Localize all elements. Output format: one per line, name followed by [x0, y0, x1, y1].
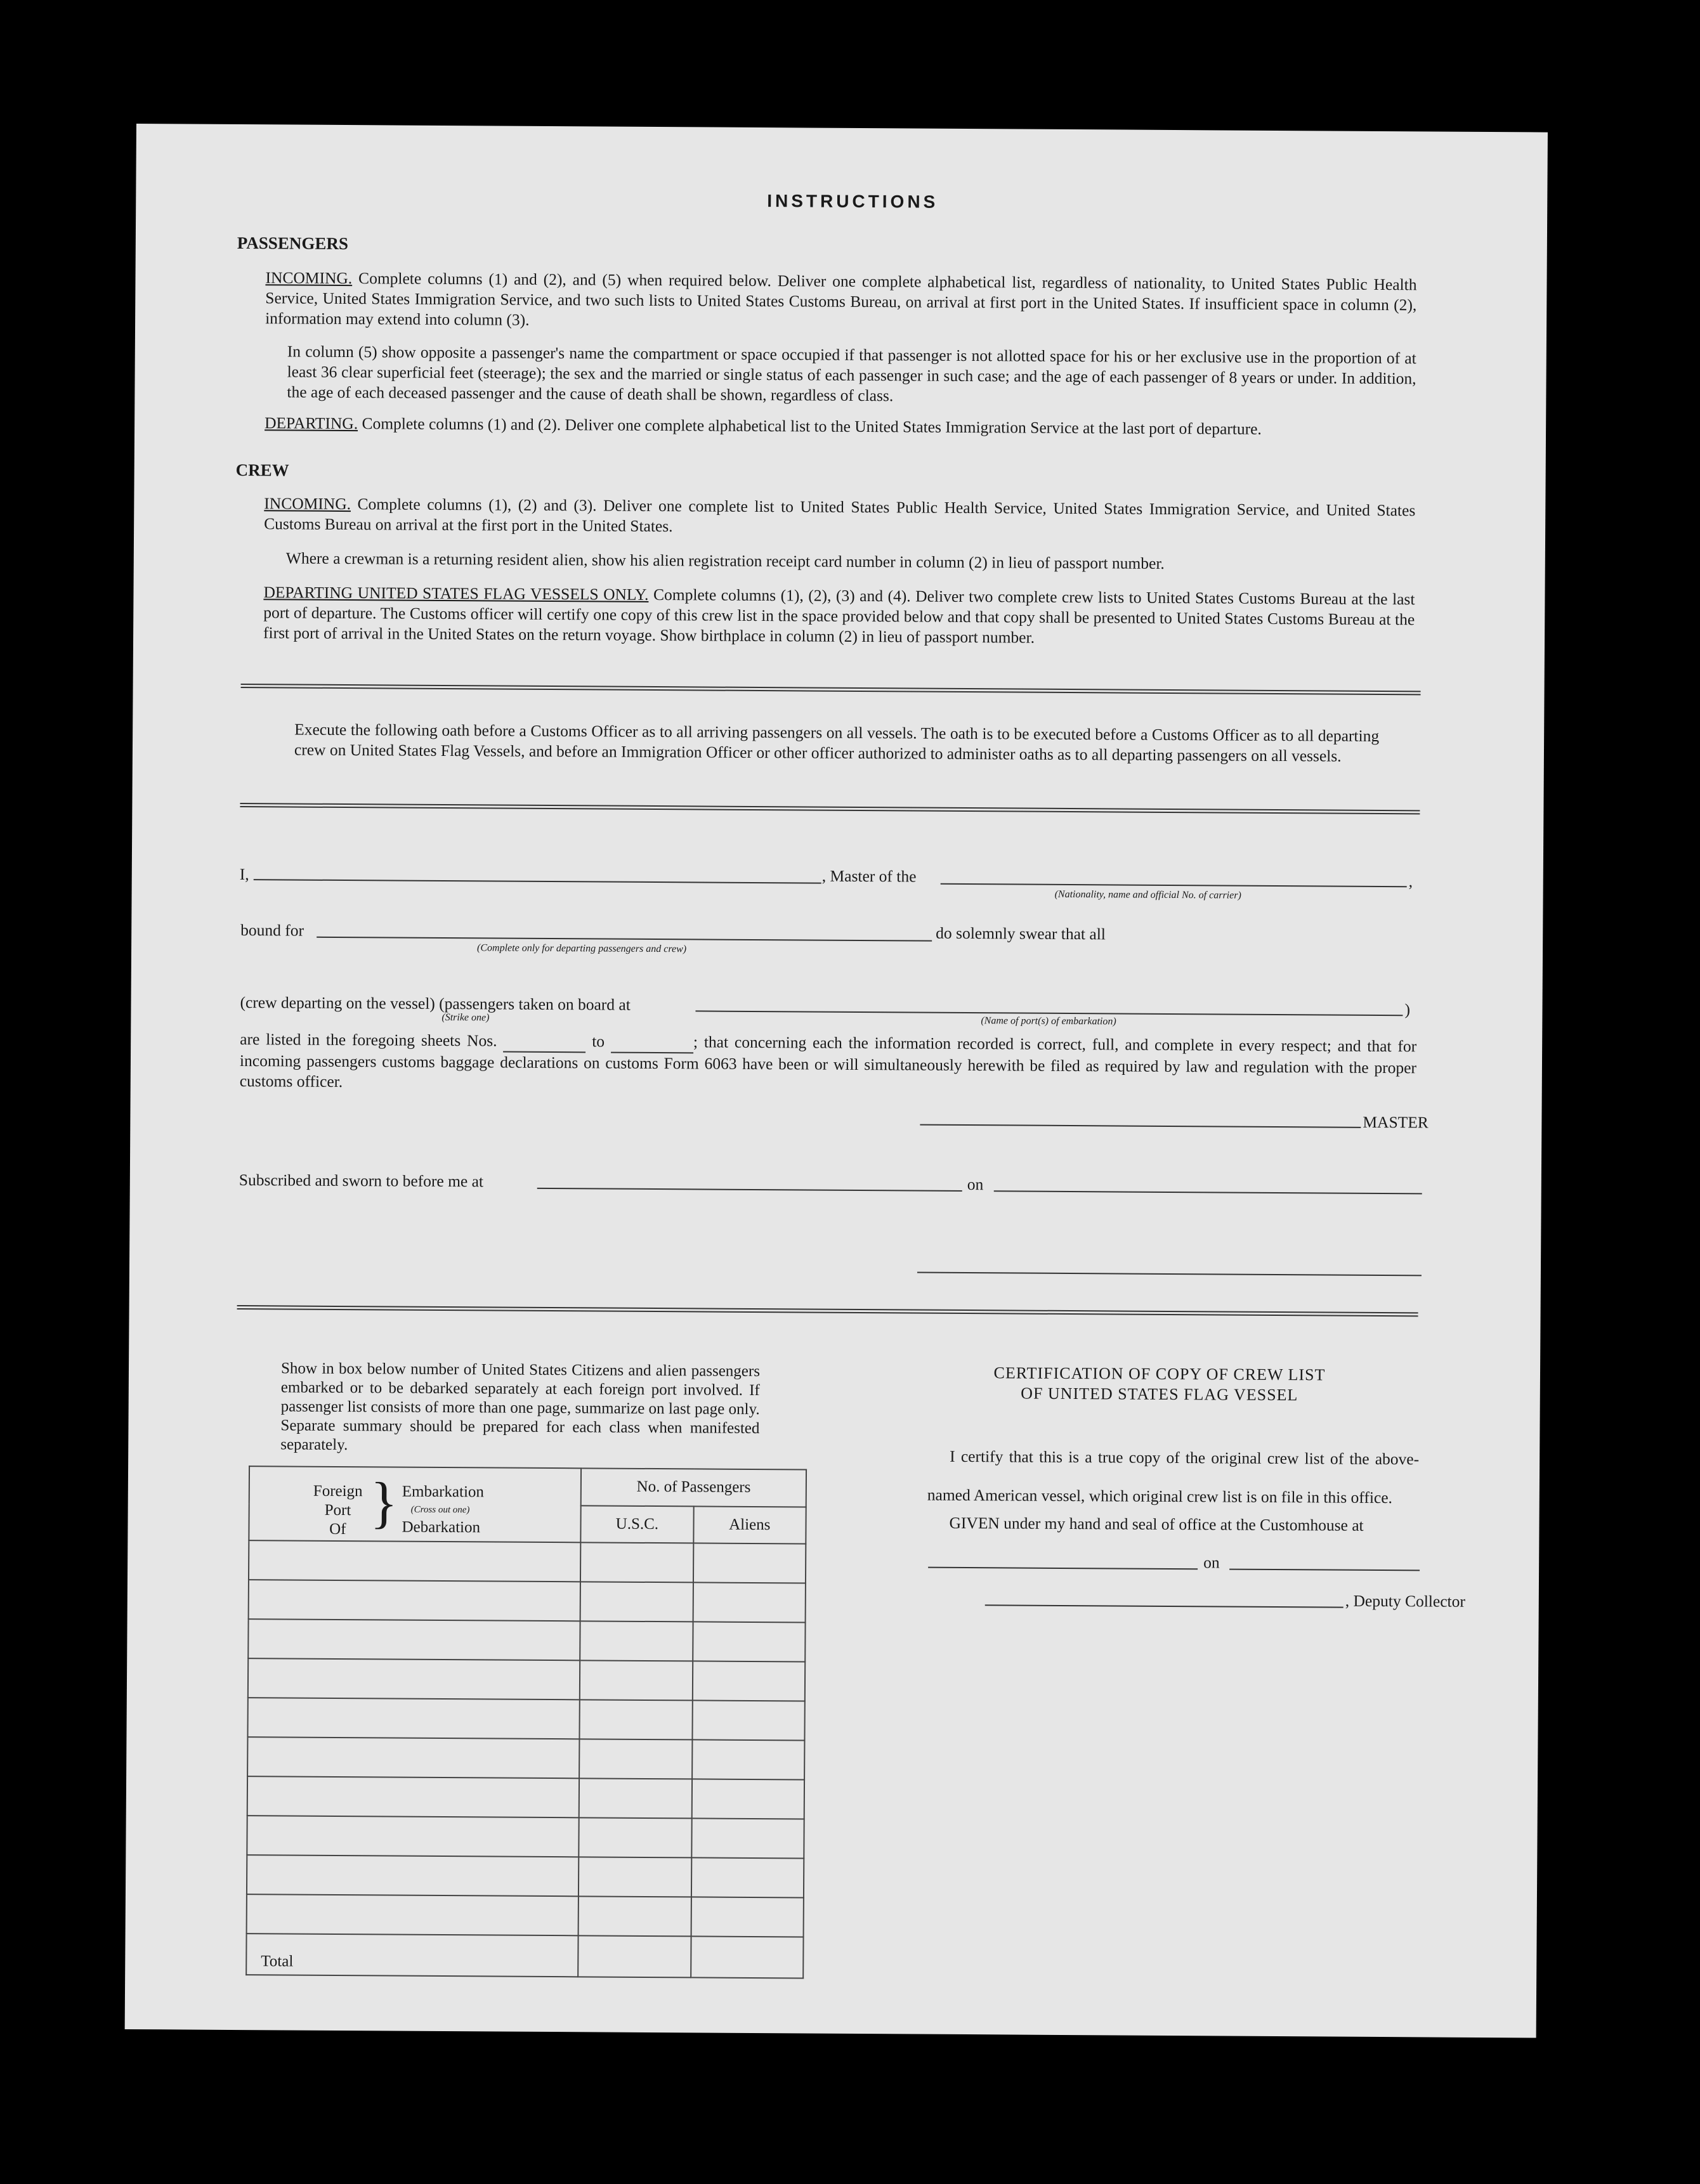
deputy-collector-label: , Deputy Collector — [1345, 1591, 1465, 1611]
crew-resident-paragraph: Where a crewman is a returning resident alien, show his alien registration receipt card number in column (2) in lieu of passport number. — [285, 549, 1165, 573]
page-title: INSTRUCTIONS — [767, 191, 939, 212]
strike-label: (crew departing on the vessel) (passengers taken on board at — [240, 993, 631, 1014]
embark-debark-labels — [402, 1482, 484, 1537]
total-aliens-cell[interactable] — [691, 1937, 804, 1979]
sworn-on-label: on — [967, 1175, 984, 1194]
port-summary-table — [245, 1466, 807, 1979]
certification-heading-line1: CERTIFICATION OF COPY OF CREW LIST — [993, 1363, 1326, 1384]
oath-i-label: I, — [239, 865, 249, 884]
table-row — [247, 1855, 804, 1897]
aliens-cell[interactable] — [691, 1858, 804, 1898]
usc-cell[interactable] — [580, 1700, 693, 1739]
crew-departing-paragraph — [263, 582, 1415, 650]
swear-label: do solemnly swear that all — [936, 923, 1106, 944]
section-divider — [241, 684, 1421, 695]
usc-cell[interactable] — [580, 1660, 693, 1700]
aliens-cell[interactable] — [692, 1740, 805, 1780]
sheets-rest-text: ; that concerning each the information recorded is correct, full, and complete in every respect; and that for incoming passengers customs baggage declarations on customs Form 6063 have been or will simultaneously herewith be filed as required by law and regulation with the proper customs officer. — [239, 1032, 1417, 1091]
section-divider — [240, 803, 1420, 814]
usc-cell[interactable] — [579, 1818, 692, 1858]
table-row — [248, 1619, 805, 1661]
port-cell[interactable] — [247, 1698, 580, 1739]
summary-rows — [247, 1540, 806, 1937]
sheets-label: are listed in the foregoing sheets Nos. — [240, 1030, 497, 1050]
embarkation-option[interactable]: Embarkation — [402, 1483, 485, 1500]
foreign-port-label — [313, 1481, 362, 1538]
debarkation-option[interactable]: Debarkation — [402, 1518, 481, 1536]
aliens-cell[interactable] — [693, 1622, 806, 1661]
certify-paragraph: I certify that this is a true copy of the original crew list of the above-named American vessel, which original crew list is on file in this office. — [927, 1446, 1420, 1507]
cert-on-label: on — [1203, 1553, 1220, 1572]
oath-instructions: Execute the following oath before a Customs Officer as to all arriving passengers on all vessels. The oath is to be executed before a Customs Officer as to all departing crew on United States Flag Vessels, and before an Immigration Officer or other officer authorized to administer oaths as to all departing passengers on all vessels. — [294, 720, 1380, 765]
passengers-incoming-paragraph — [265, 268, 1417, 335]
master-label: MASTER — [1363, 1112, 1429, 1132]
carrier-caption: (Nationality, name and official No. of carrier) — [1054, 888, 1241, 901]
table-row — [249, 1580, 806, 1622]
subscribed-label: Subscribed and sworn to before me at — [239, 1171, 484, 1191]
port-cell[interactable] — [248, 1658, 580, 1700]
certification-heading-line2: OF UNITED STATES FLAG VESSEL — [1021, 1384, 1298, 1405]
master-of-label: , Master of the — [821, 866, 917, 886]
passengers-heading: PASSENGERS — [237, 233, 349, 254]
aliens-cell[interactable] — [692, 1701, 805, 1741]
foreign-port-line: Port — [324, 1501, 351, 1519]
passengers-incoming-text: Complete columns (1) and (2), and (5) when required below. Deliver one complete alphabetical list, regardless of nationality, to United States Public Health Service, United States Immigration Service, and two such lists to United States Customs Bureau, on arrival at first port in the United States. If insufficient space in column (2), information may extend into column (3). — [265, 269, 1417, 329]
certification-heading — [944, 1363, 1375, 1406]
aliens-cell[interactable] — [692, 1661, 805, 1701]
table-row — [249, 1540, 806, 1583]
port-cell[interactable] — [247, 1816, 579, 1857]
passengers-departing-label: DEPARTING. — [265, 413, 358, 433]
total-usc-cell[interactable] — [578, 1936, 691, 1978]
table-row — [247, 1737, 804, 1779]
aliens-cell[interactable] — [691, 1819, 804, 1859]
sheets-from-field[interactable] — [503, 1031, 585, 1053]
usc-cell[interactable] — [580, 1621, 693, 1661]
port-cell[interactable] — [249, 1580, 581, 1621]
aliens-cell[interactable] — [691, 1897, 804, 1937]
aliens-header: Aliens — [693, 1506, 806, 1544]
foreign-port-line: Foreign — [313, 1482, 363, 1500]
master-name-field[interactable] — [254, 879, 821, 883]
passengers-departing-paragraph — [265, 413, 1416, 440]
bound-for-field[interactable] — [317, 937, 932, 942]
crew-departing-label: DEPARTING UNITED STATES FLAG VESSELS ONLY. — [263, 583, 649, 604]
sworn-date-field[interactable] — [994, 1190, 1422, 1194]
port-cell[interactable] — [247, 1776, 580, 1817]
usc-cell[interactable] — [579, 1779, 692, 1819]
master-signature-field[interactable] — [920, 1124, 1361, 1128]
table-row — [247, 1698, 804, 1740]
passengers-incoming-label: INCOMING. — [265, 268, 353, 288]
close-paren: ) — [1404, 1000, 1411, 1019]
usc-cell[interactable] — [579, 1897, 691, 1937]
deputy-collector-field[interactable] — [985, 1604, 1344, 1608]
table-row — [247, 1816, 804, 1858]
crew-heading: CREW — [235, 460, 289, 480]
to-label: to — [592, 1032, 605, 1051]
total-label: Total — [246, 1934, 579, 1977]
passengers-column5-paragraph: In column (5) show opposite a passenger's name the compartment or space occupied if that passenger is not allotted space for his or her exclusive use in the proportion of at least 36 clear superficial feet (steerage); the sex and the married or single status of each passenger in such case; and the age of each passenger of 8 years or under. In addition, the age of each deceased passenger and the cause of death shall be shown, regardless of class. — [287, 342, 1416, 405]
crew-incoming-text: Complete columns (1), (2) and (3). Deliver one complete list to United States Public Health Service, United States Immigration Service, and United States Customs Bureau on arrival at the first port in the United States. — [264, 495, 1416, 536]
comma-label: , — [1408, 872, 1413, 891]
port-cell[interactable] — [247, 1855, 579, 1896]
cross-out-note: (Cross out one) — [410, 1504, 470, 1515]
customhouse-field[interactable] — [928, 1567, 1198, 1570]
section-divider — [237, 1305, 1418, 1316]
aliens-cell[interactable] — [693, 1582, 806, 1622]
port-cell[interactable] — [247, 1894, 579, 1935]
foreign-port-header — [249, 1466, 581, 1542]
brace-icon: } — [370, 1471, 398, 1535]
sworn-place-field[interactable] — [537, 1188, 962, 1192]
sheets-paragraph — [240, 1029, 1417, 1098]
cert-date-field[interactable] — [1229, 1569, 1420, 1571]
officer-signature-field[interactable] — [917, 1272, 1422, 1277]
port-cell[interactable] — [248, 1619, 580, 1660]
ports-caption: (Name of port(s) of embarkation) — [981, 1015, 1116, 1027]
usc-cell[interactable] — [579, 1739, 692, 1779]
aliens-cell[interactable] — [693, 1543, 806, 1583]
crew-incoming-paragraph — [264, 493, 1415, 541]
crew-departing-text: Complete columns (1), (2), (3) and (4). Deliver two complete crew lists to United States Customs Bureau at the last port of departure. The Customs officer will certify one copy of this crew list in the space provided below and that copy shall be presented to United States Customs Bureau at the first port of arrival in the United States on the return voyage. Show birthplace in column (2) in lieu of passport number. — [263, 585, 1415, 647]
bound-for-label: bound for — [240, 921, 304, 940]
crew-incoming-label: INCOMING. — [264, 494, 351, 514]
table-row — [248, 1658, 805, 1701]
usc-cell[interactable] — [580, 1542, 693, 1582]
summary-instructions: Show in box below number of United States Citizens and alien passengers embarked or to be debarked separately at each foreign port involved. If passenger list consists of more than one page, summarize on last page only. Separate summary should be prepared for each class when manifested separately. — [280, 1360, 761, 1454]
foreign-port-line: Of — [329, 1520, 346, 1538]
strike-caption: (Strike one) — [441, 1011, 490, 1024]
table-row — [247, 1894, 804, 1937]
bound-caption: (Complete only for departing passengers and crew) — [477, 942, 687, 955]
port-cell[interactable] — [249, 1540, 581, 1582]
aliens-cell[interactable] — [691, 1779, 804, 1819]
usc-cell[interactable] — [579, 1857, 691, 1897]
port-cell[interactable] — [247, 1737, 580, 1778]
given-paragraph: GIVEN under my hand and seal of office at the Customhouse at — [949, 1513, 1364, 1535]
no-passengers-header: No. of Passengers — [581, 1468, 806, 1507]
table-row — [247, 1776, 804, 1819]
form-page — [125, 124, 1548, 2038]
carrier-field[interactable] — [941, 883, 1407, 887]
usc-cell[interactable] — [580, 1582, 693, 1622]
passengers-departing-text: Complete columns (1) and (2). Deliver one complete alphabetical list to the United States Immigration Service at the last port of departure. — [362, 414, 1262, 438]
usc-header: U.S.C. — [581, 1505, 694, 1544]
sheets-to-field[interactable] — [611, 1032, 693, 1054]
